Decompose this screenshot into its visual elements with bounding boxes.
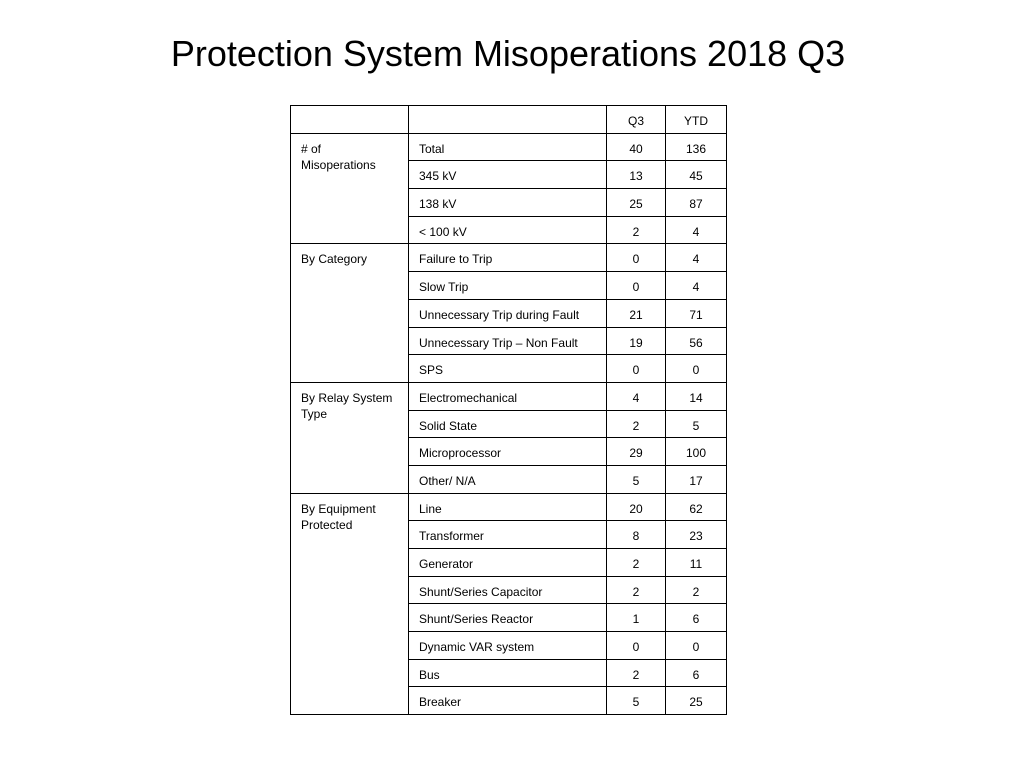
q3-value-cell: 5 bbox=[607, 687, 666, 715]
ytd-value-cell: 5 bbox=[666, 410, 727, 438]
ytd-value-cell: 25 bbox=[666, 687, 727, 715]
ytd-value-cell: 6 bbox=[666, 659, 727, 687]
q3-value-cell: 13 bbox=[607, 161, 666, 189]
ytd-value-cell: 23 bbox=[666, 521, 727, 549]
header-row bbox=[291, 106, 727, 134]
ytd-value-cell: 2 bbox=[666, 576, 727, 604]
q3-value-cell: 2 bbox=[607, 216, 666, 244]
table-body bbox=[291, 106, 727, 715]
q3-value-cell: 5 bbox=[607, 465, 666, 493]
q3-value-cell: 20 bbox=[607, 493, 666, 521]
group-label-cell: By Relay System Type bbox=[291, 382, 409, 493]
q3-value-cell: 1 bbox=[607, 604, 666, 632]
group-label-cell: By Equipment Protected bbox=[291, 493, 409, 715]
ytd-value-cell: 14 bbox=[666, 382, 727, 410]
ytd-value-cell: 11 bbox=[666, 549, 727, 577]
item-cell: Total bbox=[409, 133, 607, 161]
item-cell: 138 kV bbox=[409, 189, 607, 217]
item-cell: Solid State bbox=[409, 410, 607, 438]
q3-value-cell: 0 bbox=[607, 632, 666, 660]
slide-title: Protection System Misoperations 2018 Q3 bbox=[170, 33, 846, 74]
q3-value-cell: 29 bbox=[607, 438, 666, 466]
group-label-cell: # of Misoperations bbox=[291, 133, 409, 244]
item-cell: Shunt/Series Reactor bbox=[409, 604, 607, 632]
item-cell: Electromechanical bbox=[409, 382, 607, 410]
ytd-value-cell: 4 bbox=[666, 244, 727, 272]
q3-value-cell: 2 bbox=[607, 410, 666, 438]
ytd-value-cell: 0 bbox=[666, 632, 727, 660]
item-cell: Unnecessary Trip – Non Fault bbox=[409, 327, 607, 355]
q3-value-cell: 19 bbox=[607, 327, 666, 355]
header-q3-cell: Q3 bbox=[607, 106, 666, 134]
ytd-value-cell: 71 bbox=[666, 299, 727, 327]
ytd-value-cell: 87 bbox=[666, 189, 727, 217]
ytd-value-cell: 6 bbox=[666, 604, 727, 632]
q3-value-cell: 2 bbox=[607, 549, 666, 577]
q3-value-cell: 2 bbox=[607, 576, 666, 604]
ytd-value-cell: 136 bbox=[666, 133, 727, 161]
item-cell: Microprocessor bbox=[409, 438, 607, 466]
table-row bbox=[291, 244, 727, 272]
item-cell: Dynamic VAR system bbox=[409, 632, 607, 660]
item-cell: Unnecessary Trip during Fault bbox=[409, 299, 607, 327]
q3-value-cell: 0 bbox=[607, 272, 666, 300]
misoperations-table bbox=[290, 105, 727, 715]
q3-value-cell: 40 bbox=[607, 133, 666, 161]
item-cell: Generator bbox=[409, 549, 607, 577]
ytd-value-cell: 0 bbox=[666, 355, 727, 383]
q3-value-cell: 0 bbox=[607, 355, 666, 383]
ytd-value-cell: 45 bbox=[666, 161, 727, 189]
q3-value-cell: 21 bbox=[607, 299, 666, 327]
header-group-cell bbox=[291, 106, 409, 134]
item-cell: Bus bbox=[409, 659, 607, 687]
item-cell: SPS bbox=[409, 355, 607, 383]
q3-value-cell: 25 bbox=[607, 189, 666, 217]
ytd-value-cell: 4 bbox=[666, 216, 727, 244]
ytd-value-cell: 17 bbox=[666, 465, 727, 493]
header-ytd-cell: YTD bbox=[666, 106, 727, 134]
ytd-value-cell: 4 bbox=[666, 272, 727, 300]
table-row bbox=[291, 382, 727, 410]
item-cell: Transformer bbox=[409, 521, 607, 549]
table-row bbox=[291, 133, 727, 161]
table-row bbox=[291, 493, 727, 521]
q3-value-cell: 8 bbox=[607, 521, 666, 549]
item-cell: 345 kV bbox=[409, 161, 607, 189]
item-cell: Slow Trip bbox=[409, 272, 607, 300]
item-cell: Line bbox=[409, 493, 607, 521]
q3-value-cell: 2 bbox=[607, 659, 666, 687]
item-cell: Other/ N/A bbox=[409, 465, 607, 493]
item-cell: Failure to Trip bbox=[409, 244, 607, 272]
item-cell: Breaker bbox=[409, 687, 607, 715]
item-cell: < 100 kV bbox=[409, 216, 607, 244]
header-item-cell bbox=[409, 106, 607, 134]
ytd-value-cell: 56 bbox=[666, 327, 727, 355]
q3-value-cell: 4 bbox=[607, 382, 666, 410]
q3-value-cell: 0 bbox=[607, 244, 666, 272]
group-label-cell: By Category bbox=[291, 244, 409, 382]
ytd-value-cell: 100 bbox=[666, 438, 727, 466]
item-cell: Shunt/Series Capacitor bbox=[409, 576, 607, 604]
ytd-value-cell: 62 bbox=[666, 493, 727, 521]
